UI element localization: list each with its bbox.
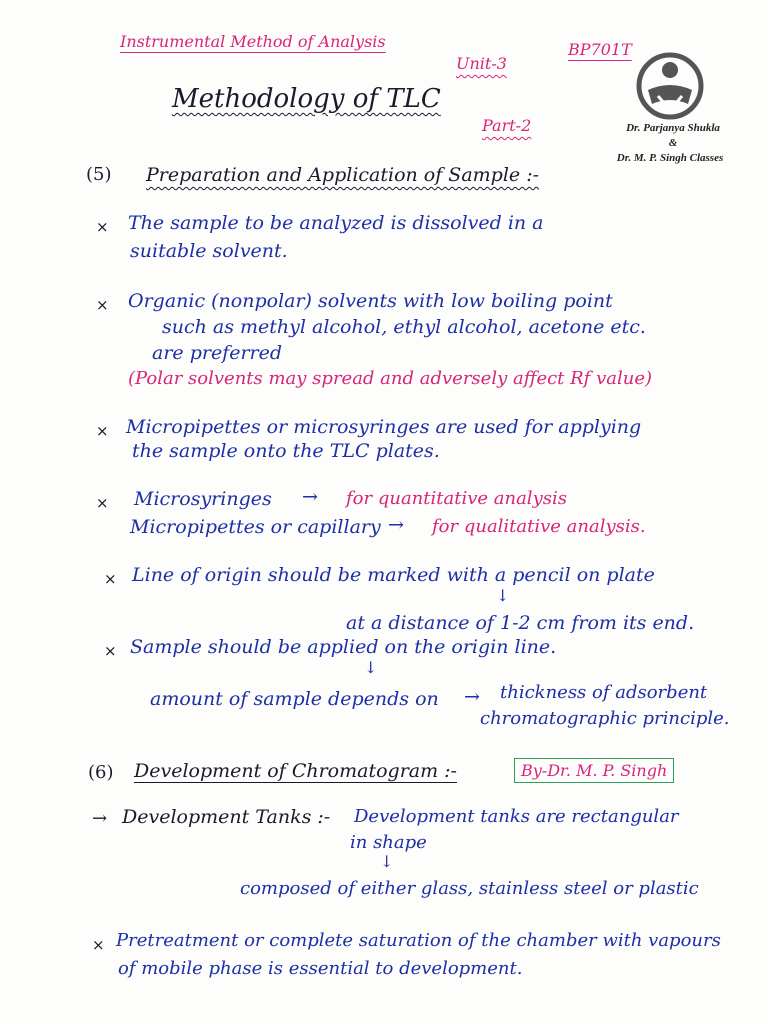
- section5-heading: Preparation and Application of Sample :-: [146, 164, 540, 186]
- down-arrow-icon: ↓: [364, 658, 378, 677]
- down-arrow-icon: ↓: [496, 586, 510, 605]
- point6-depends2: chromatographic principle.: [480, 708, 730, 729]
- point5-line2: at a distance of 1-2 cm from its end.: [346, 612, 695, 634]
- down-arrow-icon: ↓: [380, 852, 394, 871]
- section6-number: (6): [88, 762, 114, 783]
- tanks-label: Development Tanks :-: [122, 806, 331, 828]
- point1-line1: The sample to be analyzed is dissolved in a: [128, 212, 544, 234]
- section6-point-line2: of mobile phase is essential to development.: [118, 958, 523, 979]
- point2-line3: are preferred: [152, 342, 283, 364]
- point4-line2: Micropipettes or capillary: [130, 516, 381, 538]
- section5-number: (5): [86, 164, 112, 185]
- tanks-text-line2: in shape: [350, 832, 427, 853]
- part-label: Part-2: [482, 116, 532, 135]
- arrow-icon: →: [302, 486, 318, 508]
- point3-line2: the sample onto the TLC plates.: [132, 440, 440, 462]
- bullet-mark: ×: [92, 936, 105, 954]
- bullet-mark: ×: [104, 642, 117, 660]
- author-stamp: By-Dr. M. P. Singh: [514, 758, 674, 783]
- unit-label: Unit-3: [456, 54, 507, 73]
- logo-icon: [636, 52, 704, 122]
- point6-sub: amount of sample depends on: [150, 688, 439, 710]
- logo-line1: Dr. Parjanya Shukla: [626, 122, 720, 134]
- point4-line1: Microsyringes: [134, 488, 272, 510]
- bullet-mark: ×: [96, 296, 109, 314]
- section6-point-line1: Pretreatment or complete saturation of the chamber with vapours: [116, 930, 721, 951]
- bullet-mark: ×: [104, 570, 117, 588]
- point4-use1: for quantitative analysis: [346, 488, 567, 509]
- course-code: BP701T: [568, 40, 632, 59]
- point1-line2: suitable solvent.: [130, 240, 288, 262]
- section6-heading: Development of Chromatogram :-: [134, 760, 457, 782]
- bullet-mark: ×: [96, 422, 109, 440]
- logo-line2: Dr. M. P. Singh Classes: [616, 152, 724, 164]
- bullet-mark: ×: [96, 218, 109, 236]
- page-title: Methodology of TLC: [172, 84, 441, 114]
- arrow-icon: →: [464, 686, 480, 708]
- subject-title: Instrumental Method of Analysis: [120, 32, 386, 51]
- point2-note: (Polar solvents may spread and adversely affect Rf value): [128, 368, 652, 389]
- arrow-icon: →: [388, 514, 404, 536]
- point6-line1: Sample should be applied on the origin line.: [130, 636, 557, 658]
- point2-line2: such as methyl alcohol, ethyl alcohol, acetone etc.: [162, 316, 646, 338]
- point6-depends1: thickness of adsorbent: [500, 682, 708, 703]
- point5-line1: Line of origin should be marked with a pencil on plate: [132, 564, 655, 586]
- logo-amp: &: [668, 137, 678, 149]
- tanks-text-line1: Development tanks are rectangular: [354, 806, 679, 827]
- point4-use2: for qualitative analysis.: [432, 516, 646, 537]
- point2-line1: Organic (nonpolar) solvents with low boiling point: [128, 290, 613, 312]
- point3-line1: Micropipettes or microsyringes are used for applying: [126, 416, 642, 438]
- arrow-icon: →: [92, 808, 108, 829]
- tanks-material: composed of either glass, stainless steel or plastic: [240, 878, 699, 899]
- bullet-mark: ×: [96, 494, 109, 512]
